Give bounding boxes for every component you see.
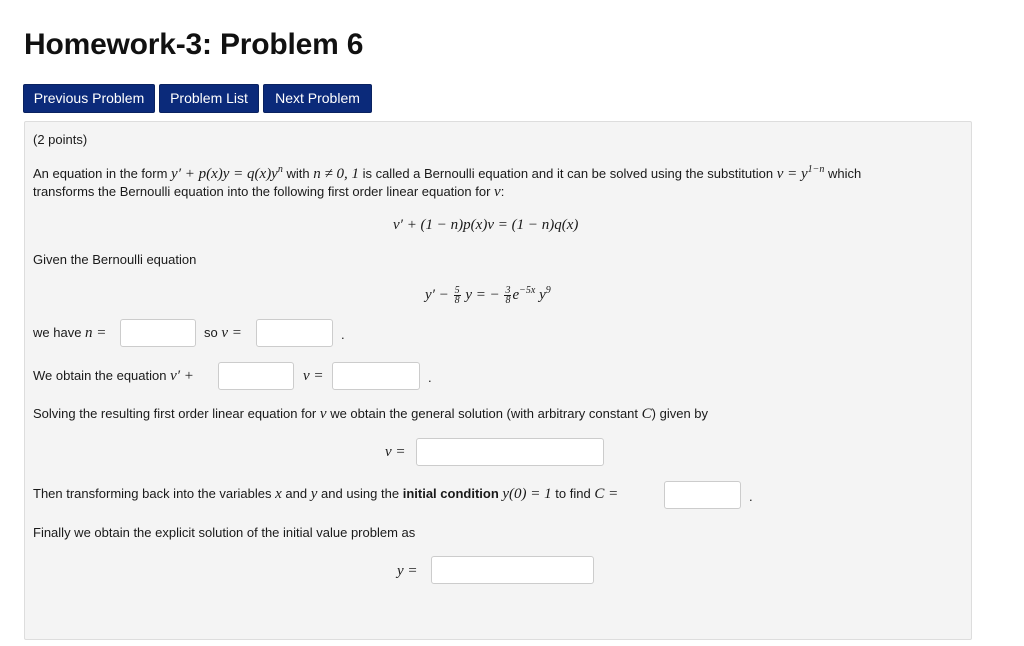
so-label: so v = (204, 325, 242, 341)
period-2: . (428, 370, 432, 385)
transform-text: Then transforming back into the variables x and y and using the initial condition y(0) = 1 to find C = (33, 486, 619, 502)
page-title: Homework-3: Problem 6 (24, 28, 364, 61)
intro-condition: n ≠ 0, 1 (313, 166, 359, 182)
have-label: we have n = (33, 325, 107, 341)
general-solution-input[interactable] (416, 438, 604, 466)
linear-equation: v′ + (1 − n)p(x)v = (1 − n)q(x) (393, 217, 579, 233)
period-3: . (749, 489, 753, 504)
problem-list-button[interactable]: Problem List (159, 84, 259, 113)
points-label: (2 points) (33, 132, 88, 147)
c-input[interactable] (664, 481, 741, 509)
obtain-v-label: v = (303, 368, 324, 384)
intro-line-2: transforms the Bernoulli equation into the following first order linear equation for v: (33, 184, 505, 200)
intro-line-1: An equation in the form $y' + p(x)y = q(x)y^n$ with n ≠ 0, 1 is called a Bernoulli equation and it can be solved using the substitution $v = y^{1-n}$ which (33, 164, 862, 182)
rhs-input[interactable] (332, 362, 420, 390)
obtain-label: We obtain the equation v′ + (33, 368, 194, 384)
coefficient-input[interactable] (218, 362, 294, 390)
period-1: . (341, 327, 345, 342)
intro-equation: $y' + p(x)y = q(x)y^n$ (171, 164, 283, 182)
n-input[interactable] (120, 319, 196, 347)
solving-text: Solving the resulting first order linear equation for v we obtain the general solution (with arbitrary constant C) given by (33, 406, 709, 422)
previous-problem-button[interactable]: Previous Problem (23, 84, 155, 113)
explicit-solution-input[interactable] (431, 556, 594, 584)
given-label: Given the Bernoulli equation (33, 252, 197, 267)
v-substitution-input[interactable] (256, 319, 333, 347)
intro-substitution: $v = y^{1-n}$ (776, 164, 825, 182)
next-problem-button[interactable]: Next Problem (263, 84, 372, 113)
general-v-label: v = (385, 444, 406, 460)
bernoulli-equation: y′ − $\frac{5}{8}$ y = − $\frac{3}{8}$ $e^{-5x}$ $y^9$ (425, 285, 551, 307)
final-y-label: y = (397, 563, 418, 579)
finally-text: Finally we obtain the explicit solution of the initial value problem as (33, 525, 416, 540)
